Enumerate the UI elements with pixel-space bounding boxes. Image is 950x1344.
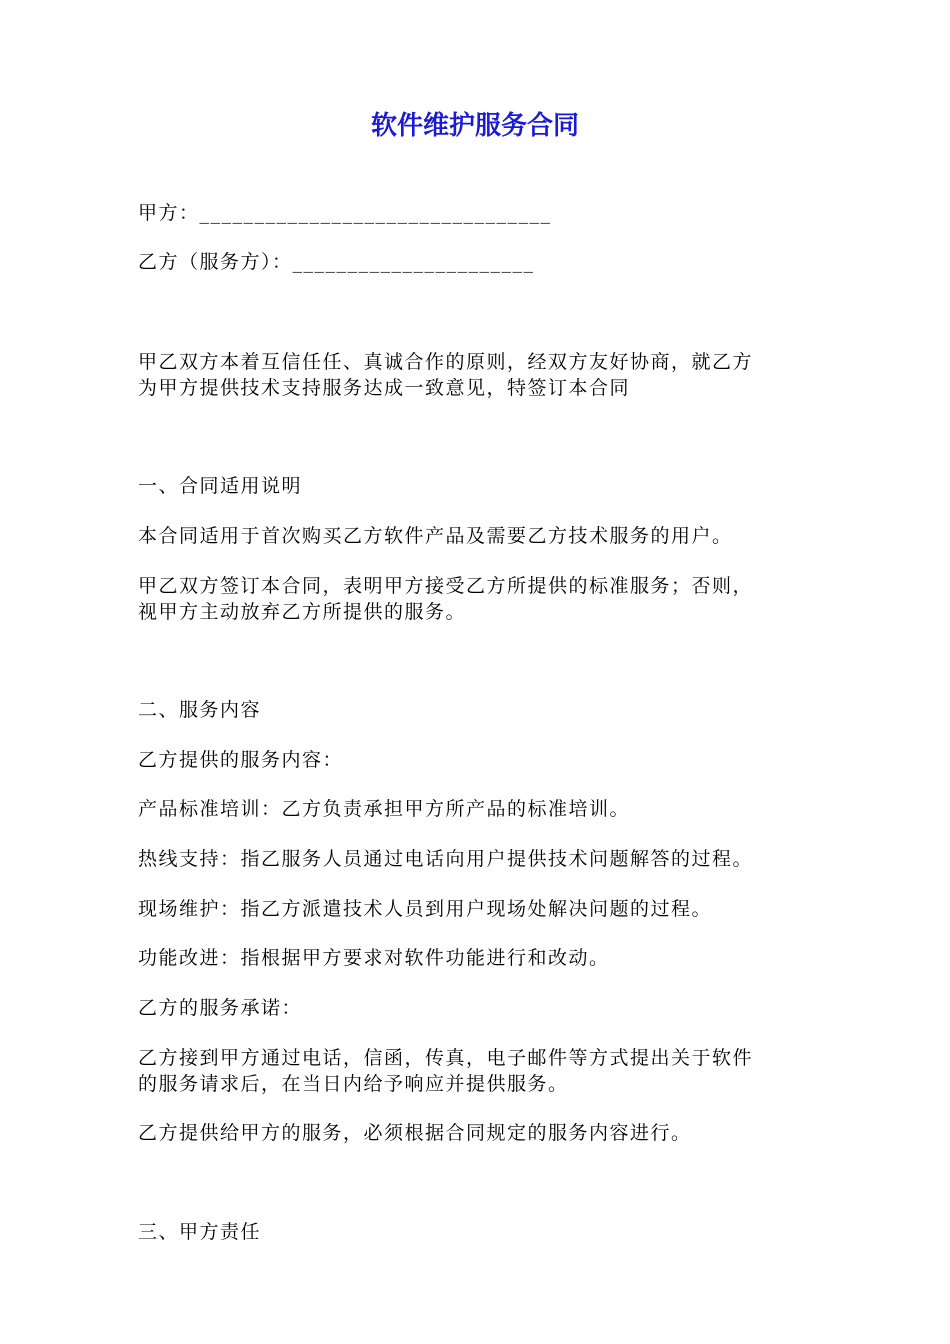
party-b-blank: ______________________ xyxy=(292,251,535,273)
section-2-paragraph-6: 乙方的服务承诺： xyxy=(138,997,303,1019)
party-a-blank: ________________________________ xyxy=(199,202,552,224)
section-3-heading: 三、甲方责任 xyxy=(138,1221,262,1243)
section-2-paragraph-8: 乙方提供给甲方的服务，必须根据合同规定的服务内容进行。 xyxy=(138,1122,692,1144)
section-2-paragraph-2: 产品标准培训：乙方负责承担甲方所产品的标准培训。 xyxy=(138,798,631,820)
section-1-paragraph-2-line-1: 甲乙双方签订本合同，表明甲方接受乙方所提供的标准服务；否则， xyxy=(138,575,754,597)
document-title: 软件维护服务合同 xyxy=(370,111,579,141)
section-2-paragraph-4: 现场维护：指乙方派遣技术人员到用户现场处解决问题的过程。 xyxy=(138,898,713,920)
section-2-heading: 二、服务内容 xyxy=(138,699,262,721)
preamble-line-1: 甲乙双方本着互信任任、真诚合作的原则，经双方友好协商，就乙方 xyxy=(138,351,754,373)
section-2-paragraph-5: 功能改进：指根据甲方要求对软件功能进行和改动。 xyxy=(138,947,610,969)
section-1-heading: 一、合同适用说明 xyxy=(138,475,303,497)
section-2-paragraph-7-line-2: 的服务请求后，在当日内给予响应并提供服务。 xyxy=(138,1073,569,1095)
party-a-label: 甲方： xyxy=(138,202,200,224)
section-2-paragraph-7-line-1: 乙方接到甲方通过电话，信函，传真，电子邮件等方式提出关于软件 xyxy=(138,1047,754,1069)
section-2-paragraph-7 xyxy=(138,1045,818,1097)
section-2-paragraph-3: 热线支持：指乙服务人员通过电话向用户提供技术问题解答的过程。 xyxy=(138,848,754,870)
party-b-line xyxy=(138,249,818,275)
section-1-paragraph-2-line-2: 视甲方主动放弃乙方所提供的服务。 xyxy=(138,601,467,623)
preamble-line-2: 为甲方提供技术支持服务达成一致意见，特签订本合同 xyxy=(138,377,631,399)
party-b-label: 乙方（服务方）： xyxy=(138,251,293,273)
section-1-paragraph-1: 本合同适用于首次购买乙方软件产品及需要乙方技术服务的用户。 xyxy=(138,525,733,547)
preamble-paragraph xyxy=(138,349,818,401)
section-1-paragraph-2 xyxy=(138,573,818,625)
party-a-line xyxy=(138,200,818,226)
section-2-paragraph-1: 乙方提供的服务内容： xyxy=(138,749,344,771)
